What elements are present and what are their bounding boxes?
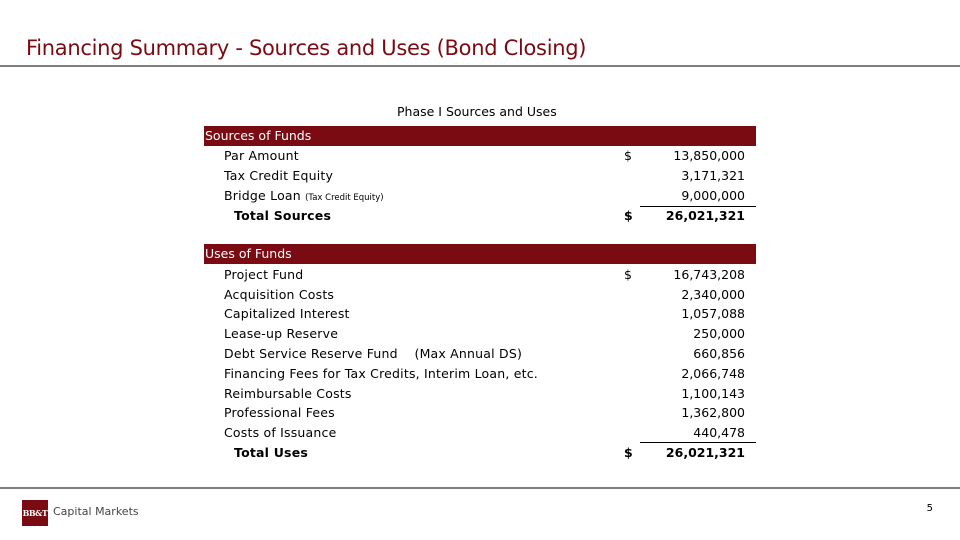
sources-row-value: 13,850,000: [673, 148, 745, 163]
sources-row-value: 9,000,000: [681, 188, 745, 203]
sources-heading: Sources of Funds: [205, 128, 312, 143]
uses-row-label: Lease-up Reserve: [224, 326, 339, 341]
sources-row-label: Par Amount: [224, 148, 299, 163]
sources-subtotal-line: [640, 206, 756, 207]
sources-row-label: [224, 188, 384, 203]
uses-row-value: 1,362,800: [681, 405, 745, 420]
total-uses-value: 26,021,321: [665, 445, 745, 460]
page-title: Financing Summary - Sources and Uses (Bond Closing): [26, 36, 587, 60]
header-divider: [0, 65, 960, 67]
uses-row-label: Debt Service Reserve Fund (Max Annual DS): [224, 346, 523, 361]
uses-row-value: 1,100,143: [681, 386, 745, 401]
uses-row-value: 2,066,748: [681, 366, 745, 381]
uses-row-value: 16,743,208: [673, 267, 745, 282]
sources-row-label: Tax Credit Equity: [224, 168, 334, 183]
uses-subtotal-line: [640, 442, 756, 443]
table-title: Phase I Sources and Uses: [397, 104, 557, 119]
total-uses-label: Total Uses: [234, 445, 309, 460]
company-name: Capital Markets: [53, 505, 139, 518]
footer-divider: [0, 487, 960, 489]
page-number: 5: [926, 503, 933, 514]
sources-row-value: 3,171,321: [681, 168, 745, 183]
bridge-loan-note: (Tax Credit Equity): [305, 193, 384, 203]
uses-row-value: 440,478: [693, 425, 745, 440]
total-uses-dollar: $: [624, 445, 633, 460]
total-sources-dollar: $: [624, 208, 633, 223]
sources-row-dollar: $: [624, 148, 632, 163]
uses-row-label: Reimbursable Costs: [224, 386, 352, 401]
uses-row-dollar: $: [624, 267, 632, 282]
uses-row-value: 660,856: [693, 346, 745, 361]
uses-row-value: 2,340,000: [681, 287, 745, 302]
company-logo: BB&T: [22, 500, 48, 526]
uses-row-value: 250,000: [693, 326, 745, 341]
uses-row-label: Acquisition Costs: [224, 287, 335, 302]
uses-row-label: Project Fund: [224, 267, 304, 282]
bridge-loan-label: Bridge Loan: [224, 188, 301, 203]
uses-row-label: Costs of Issuance: [224, 425, 337, 440]
uses-row-value: 1,057,088: [681, 306, 745, 321]
total-sources-label: Total Sources: [234, 208, 332, 223]
uses-row-label: Capitalized Interest: [224, 306, 350, 321]
uses-row-label: Financing Fees for Tax Credits, Interim Loan, etc.: [224, 366, 538, 381]
total-sources-value: 26,021,321: [665, 208, 745, 223]
uses-heading: Uses of Funds: [205, 246, 292, 261]
uses-row-label: Professional Fees: [224, 405, 335, 420]
